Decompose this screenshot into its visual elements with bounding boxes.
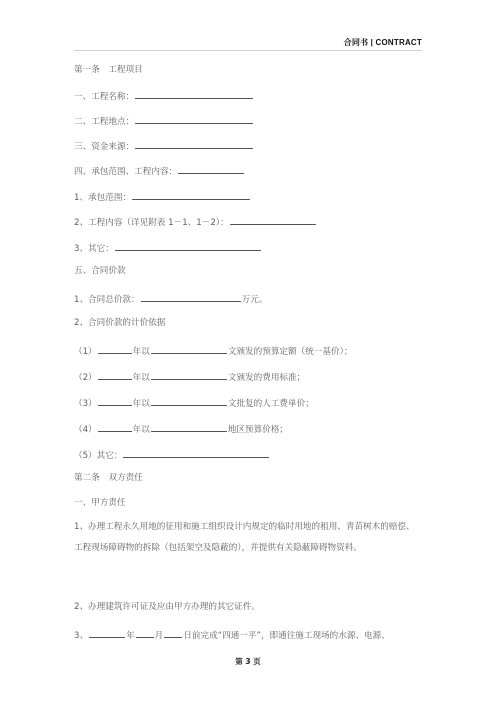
party-a-duty-2: 2、办理建筑许可证及应由甲方办理的其它证件。	[74, 602, 260, 612]
pricing-basis-item-3	[74, 395, 422, 410]
total-price-unit: 万元。	[241, 295, 268, 305]
contract-scope-line	[74, 189, 422, 204]
other-blank	[115, 240, 261, 251]
duty-3-month-label: 月	[154, 631, 164, 641]
item-3-doc-blank	[151, 395, 227, 406]
scope-content-line	[74, 163, 422, 178]
item-3-number: （3）	[74, 399, 97, 409]
item-4-doc-blank	[151, 421, 227, 432]
item-3-year-label: 年以	[132, 399, 150, 409]
item-2-year-label: 年以	[132, 373, 150, 383]
item-4-year-blank	[98, 421, 132, 432]
project-name-line	[74, 88, 422, 103]
scope-content-blank	[178, 163, 244, 174]
party-a-duty-3	[74, 627, 422, 642]
duty-3-month-blank	[136, 627, 154, 638]
item-2-doc-blank	[151, 369, 227, 380]
total-price-blank	[141, 291, 241, 302]
project-name-label: 一、工程名称：	[74, 92, 135, 102]
funding-source-blank	[135, 138, 253, 149]
contract-price-heading: 五、合同价款	[74, 266, 126, 276]
pricing-basis-item-4	[74, 421, 422, 436]
header-divider	[74, 50, 422, 51]
pricing-basis-item-2	[74, 369, 422, 384]
pricing-basis-item-5	[74, 447, 422, 462]
other-label: 3、其它：	[74, 244, 114, 254]
document-header: 合同书 | CONTRACT	[343, 38, 422, 47]
item-2-text: 文颁发的费用标准；	[227, 373, 306, 383]
total-price-line	[74, 291, 422, 306]
item-1-year-blank	[98, 343, 132, 354]
pricing-basis-item-1	[74, 343, 422, 358]
page-number: 第 3 页	[235, 657, 261, 666]
project-name-blank	[135, 88, 253, 99]
party-a-heading: 一、甲方责任	[74, 498, 126, 508]
item-4-year-label: 年以	[132, 425, 150, 435]
item-4-number: （4）	[74, 425, 97, 435]
project-location-label: 二、工程地点：	[74, 117, 135, 127]
work-content-line	[74, 214, 422, 229]
scope-content-label: 四、承包范围、工程内容：	[74, 167, 178, 177]
pricing-basis-heading: 2、合同价款的计价依据	[74, 318, 166, 328]
total-price-label: 1、合同总价款：	[74, 295, 140, 305]
item-5-label: （5）其它：	[74, 451, 123, 461]
duty-3-year-label: 年	[126, 631, 135, 641]
item-4-text: 地区预算价格；	[227, 425, 289, 435]
item-3-year-blank	[98, 395, 132, 406]
article-1-title: 第一条 工程项目	[74, 65, 143, 75]
funding-source-label: 三、资金来源：	[74, 142, 135, 152]
party-a-duty-1: 1、办理工程永久用地的征用和施工组织设计内规定的临时用地的租用、青苗树木的赔偿、工程现场障碍物的拆除（包括架空及隐蔽的），并提供有关隐蔽障碍物资料。	[74, 522, 415, 553]
duty-3-day-blank	[164, 627, 182, 638]
item-2-year-blank	[98, 369, 132, 380]
item-3-text: 文批复的人工费单价；	[227, 399, 314, 409]
work-content-blank	[230, 214, 316, 225]
item-2-number: （2）	[74, 373, 97, 383]
item-5-blank	[123, 447, 269, 458]
contract-scope-label: 1、承包范围：	[74, 193, 132, 203]
funding-source-line	[74, 138, 422, 153]
duty-3-number: 3、	[74, 631, 89, 641]
project-location-blank	[135, 113, 253, 124]
project-location-line	[74, 113, 422, 128]
item-1-number: （1）	[74, 347, 97, 357]
work-content-label: 2、工程内容（详见附表 1－1、1－2）：	[74, 218, 229, 228]
item-1-doc-blank	[151, 343, 227, 354]
article-2-title: 第二条 双方责任	[74, 473, 143, 483]
other-line	[74, 240, 422, 255]
item-1-year-label: 年以	[132, 347, 150, 357]
item-1-text: 文颁发的预算定额（统一基价）；	[227, 347, 353, 357]
duty-3-year-blank	[89, 627, 125, 638]
duty-3-text: 日前完成“四通一平”，即通往施工现场的水源、电源、	[183, 631, 390, 641]
contract-scope-blank	[132, 189, 250, 200]
